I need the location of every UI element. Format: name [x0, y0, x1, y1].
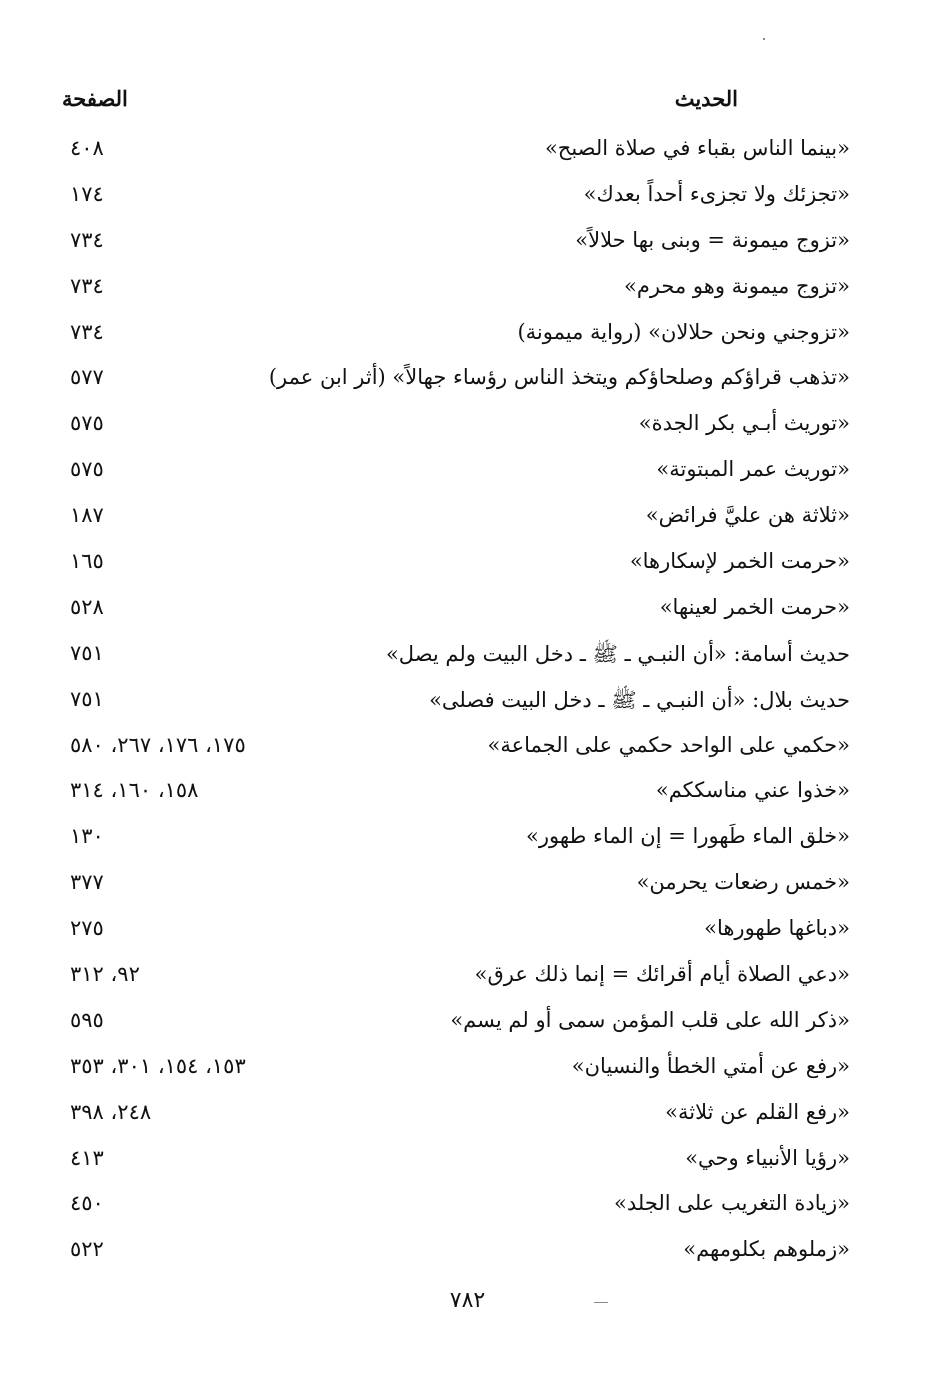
page-number: ٥٧٥ — [70, 411, 104, 436]
index-entry — [62, 1231, 850, 1277]
index-entry — [62, 222, 850, 268]
hadith-text: «رفع عن أمتي الخطأ والنسيان» — [571, 1053, 850, 1078]
hadith-text: «دباغها طهورها» — [704, 916, 850, 941]
index-entry — [62, 497, 850, 543]
hadith-text: «تزوج ميمونة وهو محرم» — [624, 273, 850, 298]
hadith-text: «زيادة التغريب على الجلد» — [614, 1191, 850, 1216]
hadith-text: «تذهب قراؤكم وصلحاؤكم ويتخذ الناس رؤساء جهالاً» (أثر ابن عمر) — [268, 365, 850, 390]
hadith-text: «خلق الماء طَهورا = إن الماء طهور» — [526, 824, 850, 849]
hadith-text: «حرمت الخمر لإسكارها» — [629, 549, 850, 574]
page-number: ١٥٣، ١٥٤، ٣٠١، ٣٥٣ — [70, 1053, 246, 1078]
page-folio-number: ٧٨٢ — [449, 1288, 486, 1313]
page-number: ١٦٥ — [70, 549, 104, 574]
hadith-index-list — [62, 130, 850, 1277]
page-number: ٧٣٤ — [70, 273, 104, 298]
index-entry — [62, 681, 850, 727]
scan-speck — [763, 38, 765, 40]
hadith-text: «تزوج ميمونة = وبنى بها حلالاً» — [575, 227, 850, 252]
page-number: ٩٢، ٣١٢ — [70, 962, 140, 987]
page-number: ٣٧٧ — [70, 870, 104, 895]
index-entry — [62, 772, 850, 818]
page-number: ٢٤٨، ٣٩٨ — [70, 1099, 152, 1124]
page-number: ٤٠٨ — [70, 136, 104, 160]
index-entry — [62, 818, 850, 864]
index-entry — [62, 314, 850, 360]
page-number: ٥٢٨ — [70, 594, 104, 619]
index-entry — [62, 864, 850, 910]
hadith-text: «رفع القلم عن ثلاثة» — [665, 1099, 850, 1124]
page-number: ٥٩٥ — [70, 1007, 104, 1032]
hadith-text: «دعي الصلاة أيام أقرائك = إنما ذلك عرق» — [474, 962, 850, 987]
page-number: ٤٥٠ — [70, 1191, 104, 1216]
hadith-text: «بينما الناس بقباء في صلاة الصبح» — [544, 136, 850, 160]
index-entry — [62, 405, 850, 451]
page-number: ٢٧٥ — [70, 916, 104, 941]
column-header-row — [62, 86, 850, 120]
index-entry — [62, 1048, 850, 1094]
page-number: ١٨٧ — [70, 503, 104, 528]
index-entry — [62, 1140, 850, 1186]
hadith-text: «تزوجني ونحن حلالان» (رواية ميمونة) — [517, 319, 850, 344]
hadith-text: «ذكر الله على قلب المؤمن سمى أو لم يسم» — [450, 1007, 850, 1032]
hadith-text: حديث أسامة: «أن النبـي ـ ﷺ ـ دخل البيت ولم يصل» — [385, 641, 850, 666]
page-number: ٧٥١ — [70, 640, 104, 665]
page-number: ٥٧٧ — [70, 365, 104, 390]
page-number: ٧٥١ — [70, 686, 104, 711]
page-number: ١٧٤ — [70, 181, 104, 206]
hadith-text: «حكمي على الواحد حكمي على الجماعة» — [487, 732, 850, 757]
index-entry — [62, 359, 850, 405]
page-number: ٧٣٤ — [70, 319, 104, 344]
hadith-text: «توريث أبـي بكر الجدة» — [638, 411, 850, 436]
hadith-text: «توريث عمر المبتوتة» — [656, 457, 850, 482]
hadith-text: «رؤيا الأنبياء وحي» — [685, 1145, 850, 1170]
page-number: ٧٣٤ — [70, 227, 104, 252]
hadith-text: «خذوا عني مناسككم» — [655, 778, 850, 803]
page-number: ٥٢٢ — [70, 1237, 104, 1262]
index-entry — [62, 130, 850, 176]
index-entry — [62, 176, 850, 222]
index-entry — [62, 543, 850, 589]
hadith-text: «تجزئك ولا تجزىء أحداً بعدك» — [583, 181, 850, 206]
page-column-header: الصفحة — [62, 86, 128, 111]
hadith-column-header: الحديث — [674, 86, 738, 111]
page-number: ٤١٣ — [70, 1145, 104, 1170]
page-number: ١٧٥، ١٧٦، ٢٦٧، ٥٨٠ — [70, 732, 246, 757]
hadith-text: حديث بلال: «أن النبـي ـ ﷺ ـ دخل البيت فصلى» — [429, 687, 850, 712]
index-entry — [62, 268, 850, 314]
hadith-text: «حرمت الخمر لعينها» — [659, 594, 850, 619]
page-number: ٥٧٥ — [70, 457, 104, 482]
index-entry — [62, 727, 850, 773]
index-entry — [62, 956, 850, 1002]
page-number: ١٣٠ — [70, 824, 104, 849]
hadith-text: «زملوهم بكلومهم» — [683, 1237, 850, 1262]
page-number: ١٥٨، ١٦٠، ٣١٤ — [70, 778, 199, 803]
index-entry — [62, 1094, 850, 1140]
scan-speck — [594, 1302, 608, 1303]
index-entry — [62, 910, 850, 956]
index-entry — [62, 451, 850, 497]
hadith-text: «خمس رضعات يحرمن» — [636, 870, 850, 895]
index-entry — [62, 1185, 850, 1231]
index-entry — [62, 589, 850, 635]
index-entry — [62, 1002, 850, 1048]
index-entry — [62, 635, 850, 681]
hadith-text: «ثلاثة هن عليَّ فرائض» — [645, 503, 850, 528]
